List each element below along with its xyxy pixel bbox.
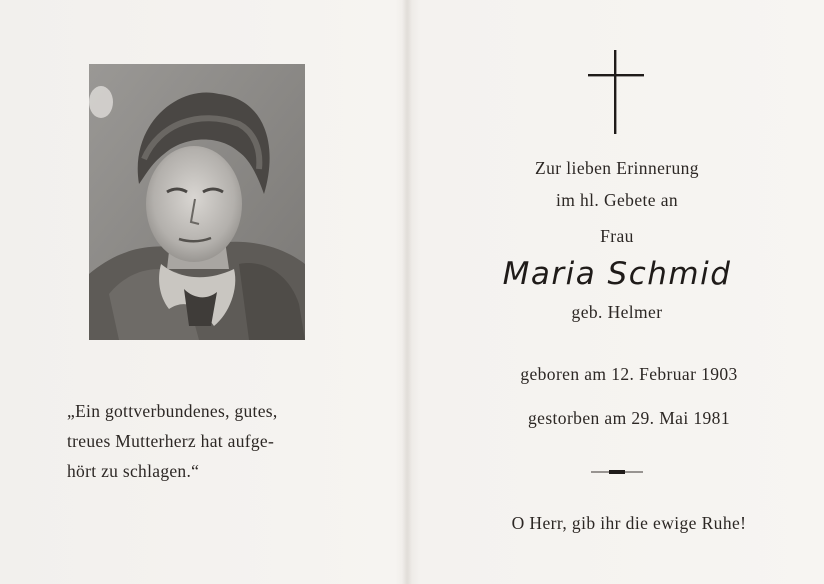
latin-cross-icon bbox=[586, 50, 646, 134]
death-date: gestorben am 29. Mai 1981 bbox=[528, 408, 730, 428]
quote-line-1: „Ein gottverbundenes, gutes, bbox=[67, 401, 278, 421]
intro-line-1: Zur lieben Erinnerung bbox=[535, 158, 699, 178]
quote-line-2: treues Mutterherz hat aufge- bbox=[67, 431, 275, 451]
left-panel bbox=[0, 0, 404, 584]
deceased-name: Maria Schmid bbox=[502, 256, 732, 292]
intro-line-2: im hl. Gebete an bbox=[555, 190, 679, 210]
right-panel bbox=[410, 0, 824, 584]
portrait-photo bbox=[89, 64, 305, 340]
prayer-line: O Herr, gib ihr die ewige Ruhe! bbox=[511, 513, 747, 533]
quote-line-3: hört zu schlagen.“ bbox=[67, 461, 200, 481]
maiden-name: geb. Helmer bbox=[571, 302, 663, 322]
birth-date: geboren am 12. Februar 1903 bbox=[520, 364, 738, 384]
ornament-divider-icon bbox=[591, 469, 643, 475]
title-frau: Frau bbox=[600, 226, 634, 246]
